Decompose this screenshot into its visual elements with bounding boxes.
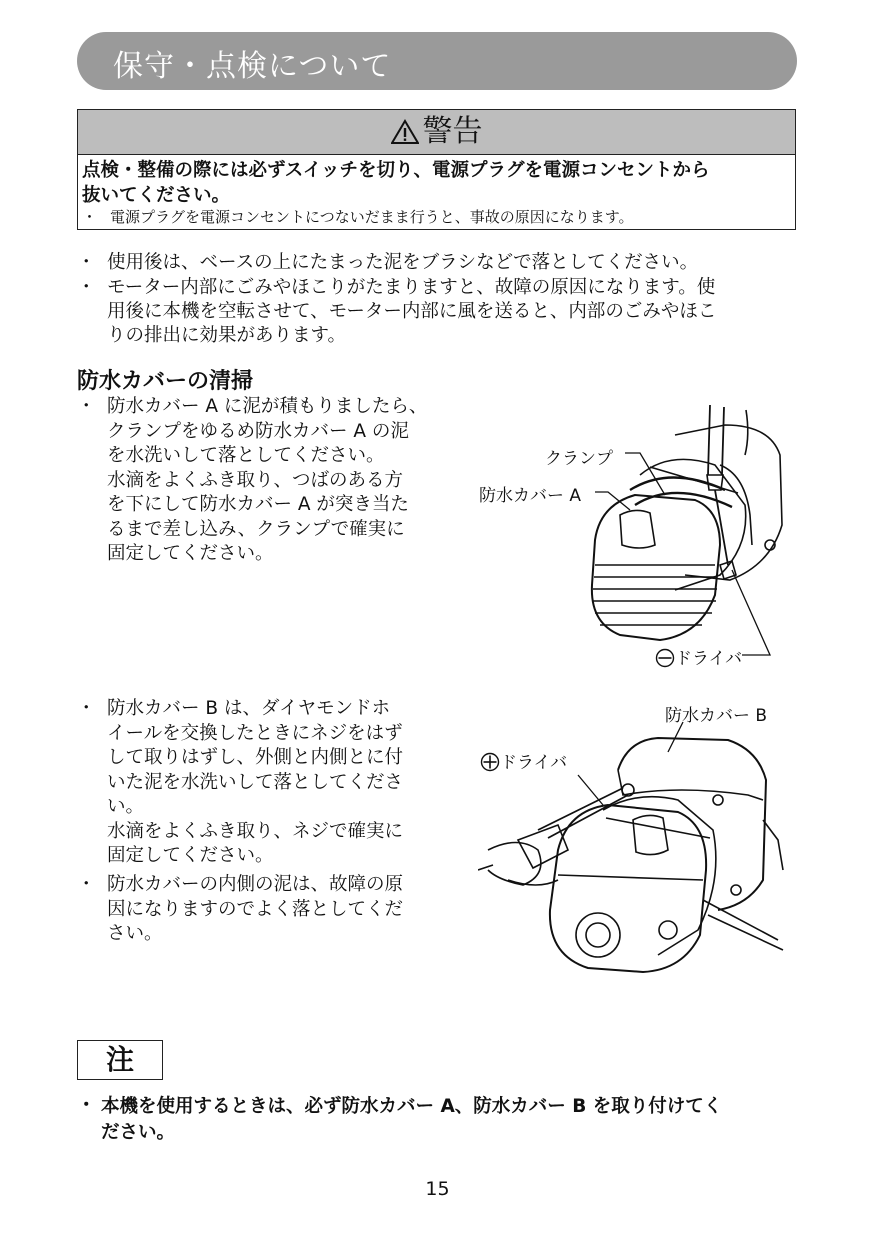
warning-line: 抜いてください。 [82, 185, 231, 206]
text-line: いた泥を水洗いして落としてくださ [107, 771, 404, 793]
text-line: りの排出に効果があります。 [107, 325, 347, 346]
text-line: を下にして防水カバー A が突き当た [107, 494, 409, 515]
page-title: 保守・点検について [113, 49, 392, 84]
text-line: モーター内部にごみやほこりがたまりますと、故障の原因になります。使 [107, 277, 716, 298]
bullet-mark: ・ [77, 277, 96, 298]
bullet-mark: ・ [77, 698, 96, 719]
list-item-text [107, 276, 797, 348]
warning-note [82, 207, 634, 227]
page-number: 15 [425, 1178, 450, 1200]
cover-a-label: 防水カバー A [479, 486, 582, 506]
text-line: 水滴をよくふき取り、ネジで確実に [107, 820, 404, 842]
bullet-mark: ・ [77, 874, 96, 895]
text-line: して取りはずし、外側と内側とに付 [107, 747, 404, 768]
text-line: クランプをゆるめ防水カバー A の泥 [107, 420, 409, 442]
warning-box [77, 109, 796, 230]
text-line: ださい。 [101, 1122, 176, 1143]
bullet-mark: ・ [77, 252, 96, 273]
section-title-banner [77, 32, 797, 90]
text-line: い。 [107, 796, 145, 817]
bullet-mark: ・ [77, 396, 96, 417]
clamp-label: クランプ [545, 449, 613, 469]
text-line: 防水カバー B は、ダイヤモンドホ [107, 698, 391, 719]
bullet-mark: ・ [77, 1095, 96, 1116]
driver-text: ドライバ [675, 649, 743, 669]
note-heading: 注 [105, 1043, 134, 1076]
cover-b-label: 防水カバー B [665, 706, 768, 726]
cover-b-illustration [478, 700, 798, 980]
warning-title: 警告 [422, 114, 483, 149]
text-line: さい。 [107, 923, 163, 944]
warning-triangle-icon [391, 119, 419, 145]
text-line: 水滴をよくふき取り、つばのある方 [107, 469, 404, 491]
text-line: 固定してください。 [107, 845, 274, 866]
bullet-mark: ・ [82, 208, 98, 226]
plus-screwdriver-icon [480, 752, 500, 772]
text-line: 用後に本機を空転させて、モーター内部に風を送ると、内部のごみやほこ [107, 301, 717, 322]
text-line: 因になりますのでよく落としてくだ [107, 898, 404, 920]
text-line: 防水カバーの内側の泥は、故障の原 [107, 874, 404, 895]
list-item [77, 251, 797, 275]
section-heading: 防水カバーの清掃 [77, 369, 254, 394]
cover-a-illustration [470, 395, 800, 675]
minus-screwdriver-icon [655, 648, 675, 668]
note-heading-box [77, 1040, 163, 1080]
list-item-text: 使用後は、ベースの上にたまった泥をブラシなどで落としてください。 [107, 252, 699, 273]
text-line: 防水カバー A に泥が積もりましたら、 [107, 396, 428, 417]
flathead-driver-label [655, 644, 742, 669]
list-item [77, 276, 797, 350]
warning-header [78, 110, 795, 155]
phillips-driver-label [480, 748, 567, 773]
text-line: 固定してください。 [107, 543, 274, 564]
warning-instruction [82, 158, 787, 208]
warning-line: 点検・整備の際には必ずスイッチを切り、電源プラグを電源コンセントから [82, 160, 710, 181]
driver-text: ドライバ [500, 753, 568, 773]
warning-note-text: 電源プラグを電源コンセントにつないだまま行うと、事故の原因になります。 [110, 208, 634, 226]
text-line: イールを交換したときにネジをはず [107, 722, 403, 744]
text-line: を水洗いして落としてください。 [107, 445, 385, 466]
text-line: るまで差し込み、クランプで確実に [107, 518, 405, 540]
text-line: 本機を使用するときは、必ず防水カバー A、防水カバー B を取り付けてく [101, 1096, 723, 1117]
